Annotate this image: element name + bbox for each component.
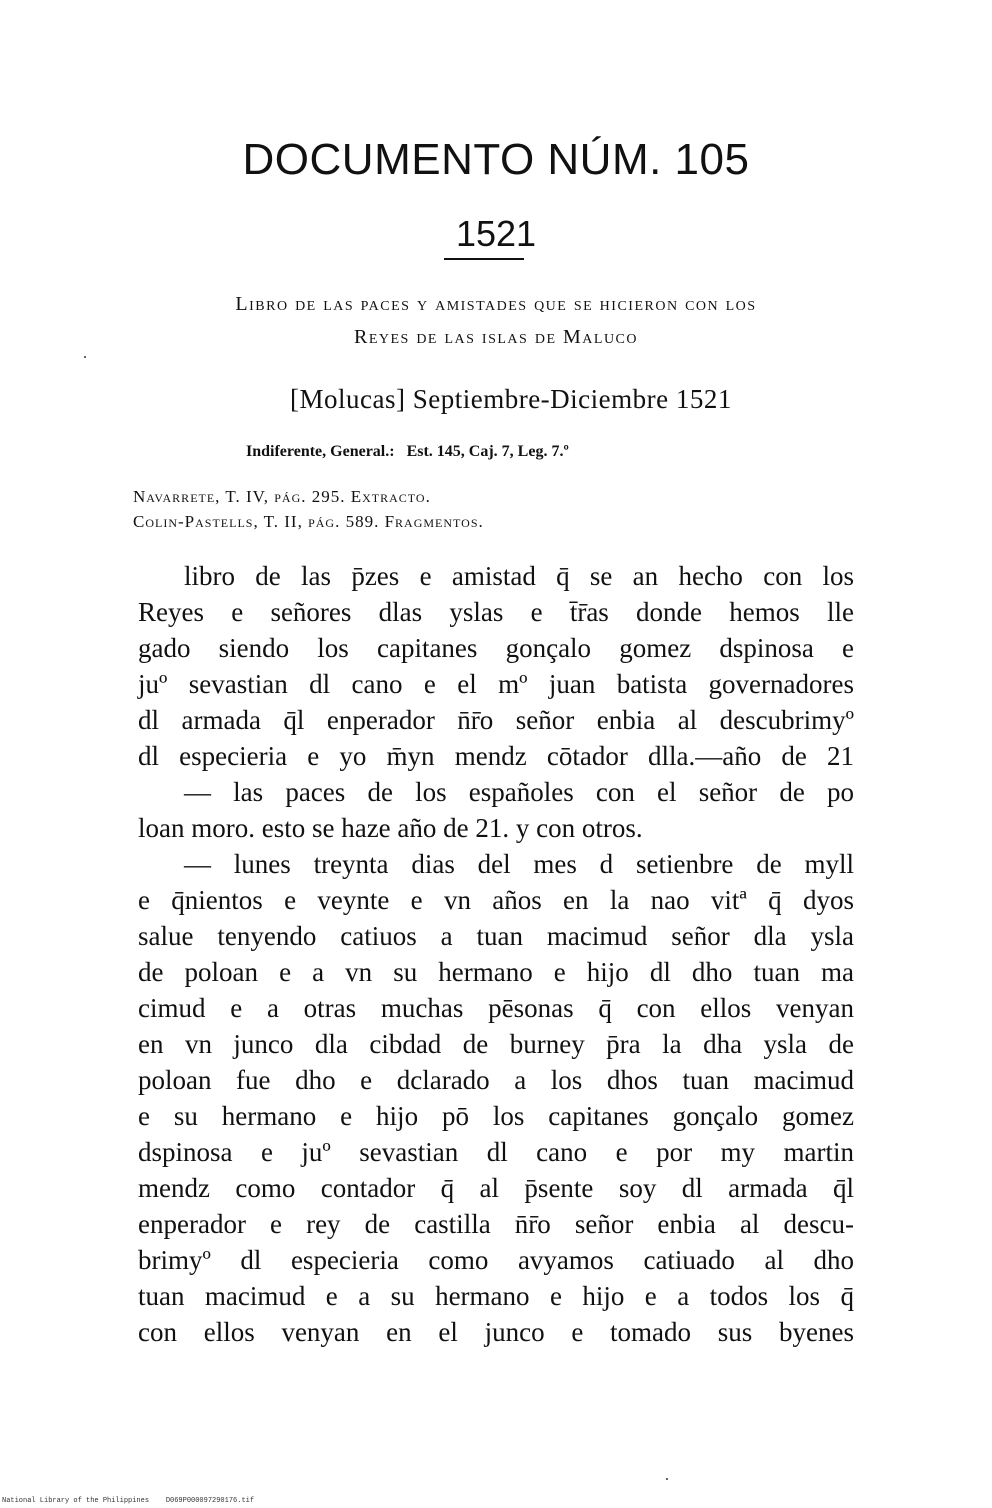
body-line: dspinosa e juº sevastian dl cano e por my martin — [138, 1137, 854, 1167]
body-line: en vn junco dla cibdad de burney p̄ra la dha ysla de — [138, 1029, 854, 1059]
body-line: loan moro. esto se haze año de 21. y con otros. — [138, 813, 643, 843]
scan-footer: National Library of the Philippines D069P000097290176.tif — [2, 1497, 255, 1505]
body-line: juº sevastian dl cano e el mº juan batista governadores — [138, 669, 854, 699]
body-line: tuan macimud e a su hermano e hijo e a todos los q̄ — [138, 1281, 854, 1311]
body-line: gado siendo los capitanes gonçalo gomez dspinosa e — [138, 633, 854, 663]
document-year: 1521 — [455, 213, 537, 254]
bibliographic-reference: Colin-Pastells, T. II, pág. 589. Fragmentos. — [133, 512, 484, 531]
document-heading-line-2: Reyes de las islas de Maluco — [353, 326, 638, 348]
body-line: dl armada q̄l enperador n̄r̄o señor enbia al descubrimyº — [138, 705, 854, 735]
body-line: cimud e a otras muchas pēsonas q̄ con ellos venyan — [138, 993, 854, 1023]
document-heading-line-1: Libro de las paces y amistades que se hicieron con los — [235, 293, 757, 315]
body-line: — las paces de los españoles con el señor de po — [184, 777, 854, 807]
body-line: poloan fue dho e dclarado a los dhos tuan macimud — [138, 1065, 854, 1095]
year-underline — [444, 258, 524, 260]
bibliographic-reference: Navarrete, T. IV, pág. 295. Extracto. — [133, 487, 431, 506]
body-line: — lunes treynta dias del mes d setienbre de myll — [184, 849, 854, 879]
scan-speck — [84, 356, 86, 358]
body-line: salue tenyendo catiuos a tuan macimud señor dla ysla — [138, 921, 854, 951]
body-text — [138, 558, 854, 1350]
body-line: dl especieria e yo m̄yn mendz cōtador dlla.—año de 21 — [138, 741, 854, 771]
body-line: Reyes e señores dlas yslas e t̄r̄as donde hemos lle — [138, 597, 854, 627]
document-title: DOCUMENTO NÚM. 105 — [242, 135, 750, 184]
body-line: e q̄nientos e veynte e vn años en la nao vitª q̄ dyos — [138, 885, 854, 915]
body-line: brimyº dl especieria como avyamos catiuado al dho — [138, 1245, 854, 1275]
archive-reference: Indiferente, General.: Est. 145, Caj. 7, Leg. 7.º — [246, 443, 569, 460]
body-line: enperador e rey de castilla n̄r̄o señor enbia al descu- — [138, 1209, 854, 1239]
body-line: mendz como contador q̄ al p̄sente soy dl armada q̄l — [138, 1173, 854, 1203]
body-line: de poloan e a vn su hermano e hijo dl dho tuan ma — [138, 957, 854, 987]
body-line: e su hermano e hijo pō los capitanes gonçalo gomez — [138, 1101, 854, 1131]
scan-speck — [666, 1478, 668, 1480]
dateline: [Molucas] Septiembre-Diciembre 1521 — [290, 384, 732, 414]
body-line: con ellos venyan en el junco e tomado sus byenes — [138, 1317, 854, 1347]
body-line: libro de las p̄zes e amistad q̄ se an hecho con los — [184, 561, 854, 591]
